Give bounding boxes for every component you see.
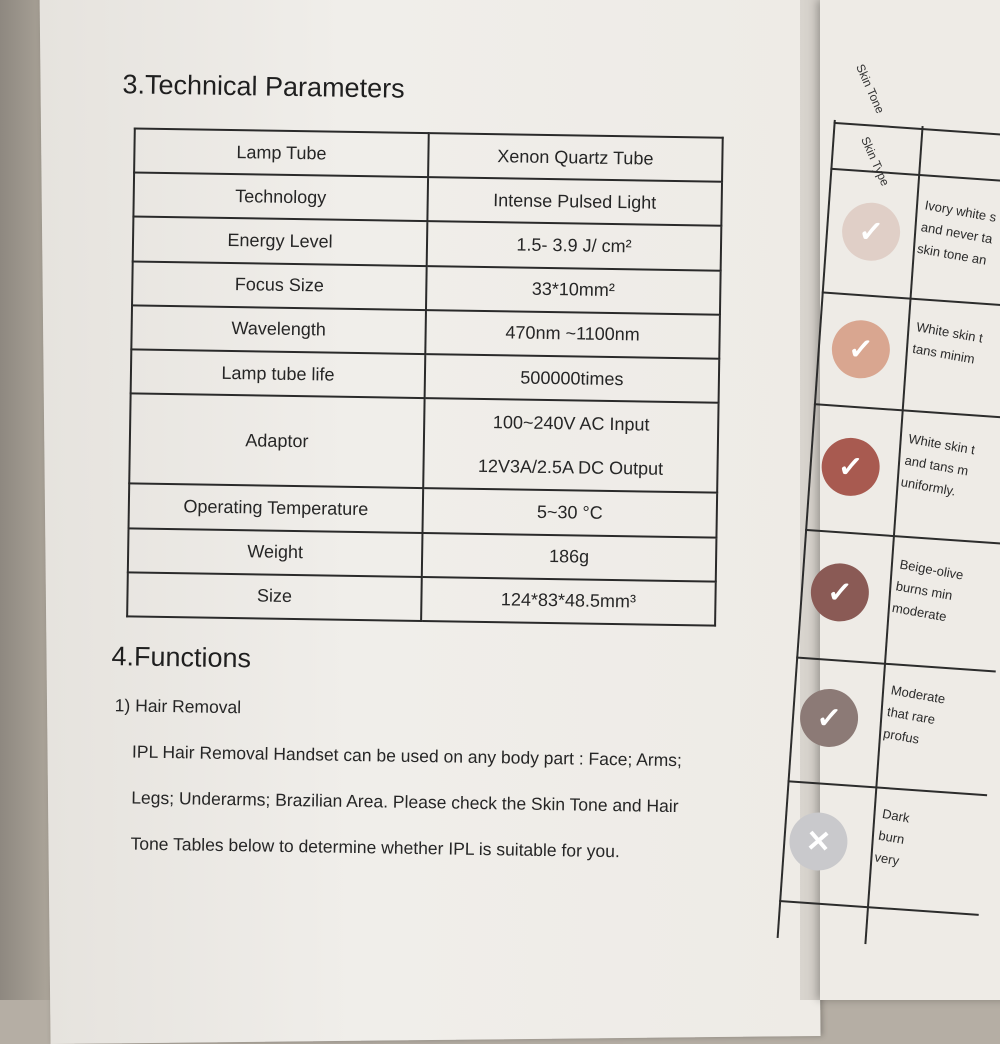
description-line: Ivory white s xyxy=(923,197,998,225)
skin-description xyxy=(890,554,965,630)
table-rule xyxy=(834,122,1000,138)
skin-swatch xyxy=(840,201,902,263)
skin-swatch xyxy=(830,318,892,380)
description-line: profus xyxy=(882,725,921,747)
description-line: and tans m xyxy=(903,452,970,479)
adaptor-input: 100~240V AC Input xyxy=(492,412,650,435)
adaptor-output: 12V3A/2.5A DC Output xyxy=(477,456,664,480)
skin-swatch xyxy=(809,561,871,623)
check-icon: ✓ xyxy=(847,331,875,367)
body-text-line: Legs; Underarms; Brazilian Area. Please check the Skin Tone and Hair xyxy=(131,787,679,817)
param-label: Wavelength xyxy=(131,305,426,354)
param-label: Operating Temperature xyxy=(129,484,424,533)
param-value: Intense Pulsed Light xyxy=(427,177,722,226)
table-rule xyxy=(796,657,996,673)
description-line: that rare xyxy=(885,703,937,728)
section-title-functions: 4.Functions xyxy=(111,641,252,674)
skin-swatch xyxy=(820,436,882,498)
skin-swatch xyxy=(787,811,849,873)
cross-icon: ✕ xyxy=(804,824,833,859)
description-line: burn xyxy=(877,827,906,847)
param-label: Adaptor xyxy=(129,394,424,489)
technical-parameters-table xyxy=(126,127,724,626)
param-label: Lamp tube life xyxy=(131,350,426,399)
table-rule xyxy=(830,168,1000,184)
skin-description xyxy=(915,195,998,273)
description-line: tans minim xyxy=(911,340,976,367)
check-icon: ✓ xyxy=(857,214,885,250)
param-label: Weight xyxy=(128,528,423,577)
body-text-line: Tone Tables below to determine whether IPL is suitable for you. xyxy=(130,833,620,862)
description-line: and never ta xyxy=(919,219,994,247)
description-line: Moderate xyxy=(889,682,947,707)
check-icon: ✓ xyxy=(815,700,843,736)
param-value: 470nm ~1100nm xyxy=(425,310,720,359)
param-label: Size xyxy=(127,572,422,621)
subsection-title: 1) Hair Removal xyxy=(114,695,242,718)
table-row xyxy=(127,572,716,625)
description-line: moderate xyxy=(890,599,948,625)
description-line: Beige-olive xyxy=(898,556,965,583)
table-rule xyxy=(779,900,979,916)
header-skin-tone: Skin Tone xyxy=(853,61,888,116)
skin-description xyxy=(881,679,947,754)
check-icon: ✓ xyxy=(826,575,854,610)
param-value: 1.5- 3.9 J/ cm² xyxy=(427,222,722,271)
description-line: White skin t xyxy=(915,319,984,346)
param-value: 186g xyxy=(422,533,717,582)
param-label: Lamp Tube xyxy=(134,128,429,177)
header-skin-type: Skin Type xyxy=(858,134,893,189)
table-rule xyxy=(805,529,1000,545)
skin-description xyxy=(873,803,911,873)
param-value: Xenon Quartz Tube xyxy=(428,133,723,182)
description-line: very xyxy=(873,849,901,869)
skin-description xyxy=(911,316,985,371)
param-label: Technology xyxy=(133,173,428,222)
param-value: 124*83*48.5mm³ xyxy=(421,577,716,626)
section-title-technical-parameters: 3.Technical Parameters xyxy=(122,69,405,104)
description-line: burns min xyxy=(894,578,954,603)
skin-description xyxy=(899,428,977,505)
description-line: Dark xyxy=(881,805,911,826)
description-line: White skin t xyxy=(907,430,977,458)
table-rule xyxy=(787,780,987,796)
param-value: 33*10mm² xyxy=(426,266,721,315)
param-label: Energy Level xyxy=(133,217,428,266)
check-icon: ✓ xyxy=(836,449,865,485)
param-value: 5~30 °C xyxy=(422,488,717,537)
description-line: skin tone an xyxy=(916,240,988,268)
param-label: Focus Size xyxy=(132,261,427,310)
description-line: uniformly. xyxy=(899,474,957,499)
skin-swatch xyxy=(798,687,860,749)
table-rule xyxy=(814,403,1000,419)
table-row xyxy=(129,394,718,493)
body-text-line: IPL Hair Removal Handset can be used on any body part : Face; Arms; xyxy=(131,741,683,771)
param-value: 500000times xyxy=(425,354,720,403)
param-value-adaptor xyxy=(423,398,718,493)
